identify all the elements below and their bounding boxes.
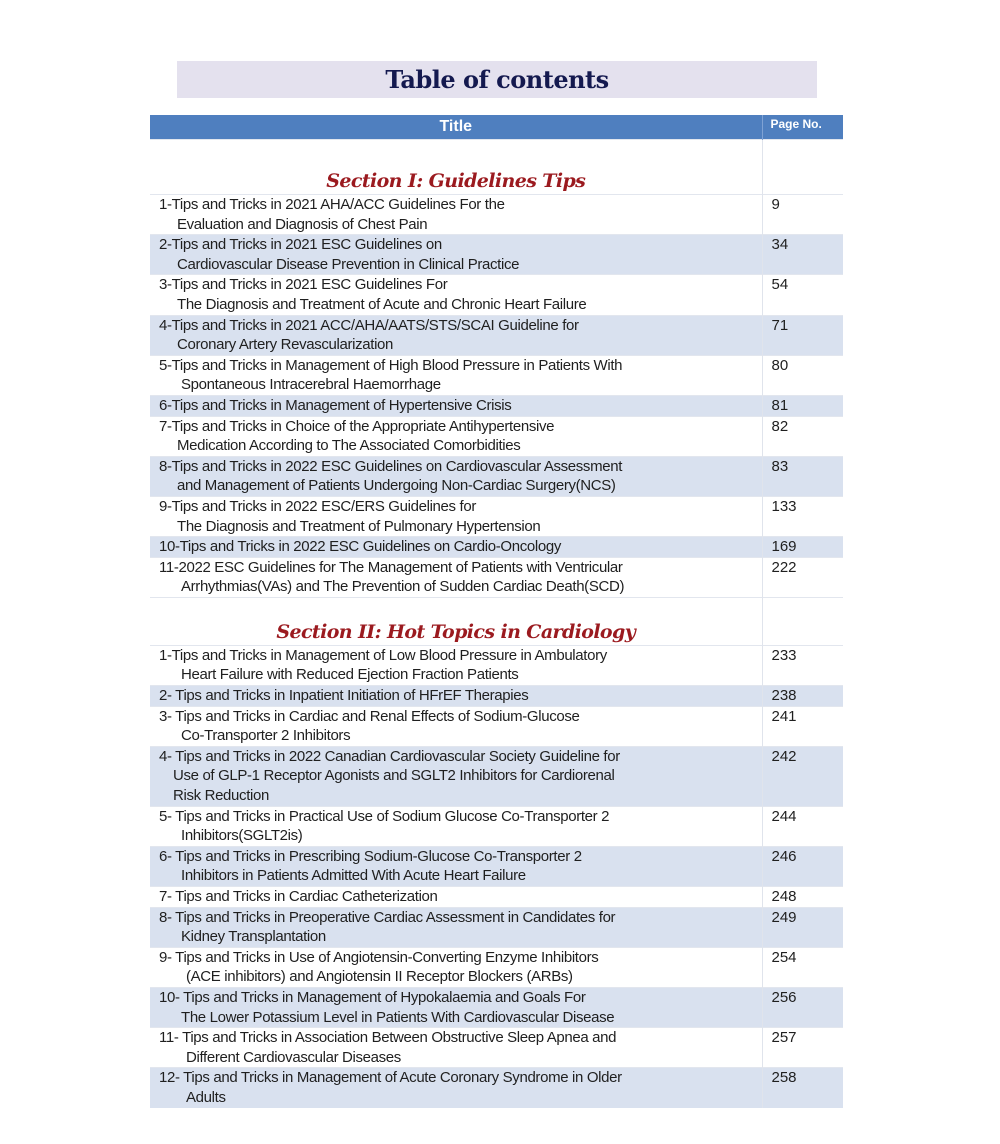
entry-title-line: 6-Tips and Tricks in Management of Hypertensive Crisis — [159, 396, 512, 414]
toc-entry-row[interactable] — [150, 395, 843, 416]
entry-page-number: 34 — [762, 235, 843, 275]
entry-page-number: 257 — [762, 1028, 843, 1068]
entry-title-line: 6- Tips and Tricks in Prescribing Sodium-Glucose Co-Transporter 2 — [159, 847, 582, 865]
entry-title-line: 11-2022 ESC Guidelines for The Management of Patients with Ventricular — [159, 558, 623, 576]
contents-table — [150, 115, 843, 1108]
toc-entry-row[interactable] — [150, 846, 843, 886]
entry-title — [150, 416, 762, 456]
entry-title-line: Coronary Artery Revascularization — [177, 336, 394, 354]
toc-entry-row[interactable] — [150, 537, 843, 558]
entry-title-line: The Diagnosis and Treatment of Pulmonary Hypertension — [177, 517, 541, 535]
entry-page-number: 258 — [762, 1068, 843, 1108]
entry-page-number: 238 — [762, 686, 843, 707]
toc-entry-row[interactable] — [150, 235, 843, 275]
entry-title-line: 8-Tips and Tricks in 2022 ESC Guidelines on Cardiovascular Assessment — [159, 457, 623, 475]
entry-title-line: The Lower Potassium Level in Patients With Cardiovascular Disease — [181, 1008, 615, 1026]
entry-title-line: 1-Tips and Tricks in 2021 AHA/ACC Guidelines For the — [159, 196, 505, 213]
column-header-title: Title — [150, 115, 762, 140]
entry-title — [150, 887, 762, 908]
entry-title-line: 7-Tips and Tricks in Choice of the Appropriate Antihypertensive — [159, 417, 555, 435]
entry-title-line: 4-Tips and Tricks in 2021 ACC/AHA/AATS/STS/SCAI Guideline for — [159, 316, 579, 334]
entry-title — [150, 456, 762, 496]
entry-title-line: Use of GLP-1 Receptor Agonists and SGLT2 Inhibitors for Cardiorenal — [173, 767, 615, 785]
toc-entry-row[interactable] — [150, 315, 843, 355]
entry-page-number: 169 — [762, 537, 843, 558]
entry-title-line: Risk Reduction — [173, 787, 269, 805]
entry-title-line: Heart Failure with Reduced Ejection Fraction Patients — [181, 666, 519, 684]
entry-title-line: Medication According to The Associated Comorbidities — [177, 437, 521, 455]
toc-entry-row[interactable] — [150, 456, 843, 496]
entry-title-line: 3-Tips and Tricks in 2021 ESC Guidelines For — [159, 276, 448, 294]
entry-title-line: 7- Tips and Tricks in Cardiac Catheterization — [159, 888, 438, 905]
toc-entry-row[interactable] — [150, 706, 843, 746]
entry-title-line: 10-Tips and Tricks in 2022 ESC Guidelines on Cardio-Oncology — [159, 538, 561, 556]
entry-title-line: 9- Tips and Tricks in Use of Angiotensin-Converting Enzyme Inhibitors — [159, 948, 599, 966]
entry-title-line: Spontaneous Intracerebral Haemorrhage — [181, 376, 441, 394]
toc-entry-row[interactable] — [150, 887, 843, 908]
toc-entry-row[interactable] — [150, 907, 843, 947]
entry-title — [150, 706, 762, 746]
entry-title — [150, 395, 762, 416]
entry-title-line: 2- Tips and Tricks in Inpatient Initiation of HFrEF Therapies — [159, 687, 529, 705]
toc-entry-row[interactable] — [150, 496, 843, 536]
column-header-page: Page No. — [762, 115, 843, 140]
entry-title-line: Kidney Transplantation — [181, 928, 326, 946]
entry-title-line: 3- Tips and Tricks in Cardiac and Renal Effects of Sodium-Glucose — [159, 707, 580, 725]
entry-title — [150, 537, 762, 558]
entry-title — [150, 1068, 762, 1108]
toc-entry-row[interactable] — [150, 1028, 843, 1068]
entry-page-number: 248 — [762, 887, 843, 908]
entry-title-line: 5- Tips and Tricks in Practical Use of Sodium Glucose Co-Transporter 2 — [159, 807, 610, 825]
entry-title-line: 9-Tips and Tricks in 2022 ESC/ERS Guidelines for — [159, 497, 476, 515]
entry-title-line: 4- Tips and Tricks in 2022 Canadian Cardiovascular Society Guideline for — [159, 747, 620, 765]
entry-title — [150, 355, 762, 395]
entry-title — [150, 947, 762, 987]
entry-page-number: 256 — [762, 987, 843, 1027]
entry-title-line: 11- Tips and Tricks in Association Between Obstructive Sleep Apnea and — [159, 1029, 617, 1047]
entry-page-number: 9 — [762, 195, 843, 235]
toc-entry-row[interactable] — [150, 686, 843, 707]
entry-title — [150, 195, 762, 235]
entry-title-line: and Management of Patients Undergoing Non-Cardiac Surgery(NCS) — [177, 477, 616, 495]
title-banner — [177, 61, 817, 98]
entry-title-line: Cardiovascular Disease Prevention in Clinical Practice — [177, 255, 520, 273]
entry-page-number: 244 — [762, 806, 843, 846]
entry-title-line: Adults — [186, 1088, 226, 1106]
toc-entry-row[interactable] — [150, 806, 843, 846]
table-header-row — [150, 115, 843, 140]
entry-title-line: Co-Transporter 2 Inhibitors — [181, 727, 351, 745]
toc-entry-row[interactable] — [150, 746, 843, 806]
entry-title-line: Inhibitors(SGLT2is) — [181, 827, 303, 845]
entry-title — [150, 907, 762, 947]
entry-page-number: 241 — [762, 706, 843, 746]
entry-title-line: Inhibitors in Patients Admitted With Acute Heart Failure — [181, 867, 526, 885]
toc-entry-row[interactable] — [150, 557, 843, 597]
entry-page-number: 222 — [762, 557, 843, 597]
entry-title — [150, 496, 762, 536]
entry-title-line: The Diagnosis and Treatment of Acute and Chronic Heart Failure — [177, 295, 587, 313]
entry-page-number: 80 — [762, 355, 843, 395]
entry-title-line: 2-Tips and Tricks in 2021 ESC Guidelines on — [159, 236, 442, 254]
entry-page-number: 83 — [762, 456, 843, 496]
entry-title-line: 10- Tips and Tricks in Management of Hypokalaemia and Goals For — [159, 988, 586, 1006]
entry-page-number: 71 — [762, 315, 843, 355]
entry-title — [150, 315, 762, 355]
entry-title — [150, 746, 762, 806]
entry-title — [150, 806, 762, 846]
section-1-heading-row — [150, 140, 843, 195]
toc-entry-row[interactable] — [150, 645, 843, 685]
toc-entry-row[interactable] — [150, 947, 843, 987]
entry-title — [150, 686, 762, 707]
entry-page-number: 81 — [762, 395, 843, 416]
entry-page-number: 133 — [762, 496, 843, 536]
toc-entry-row[interactable] — [150, 355, 843, 395]
entry-page-number: 254 — [762, 947, 843, 987]
entry-title — [150, 1028, 762, 1068]
entry-title — [150, 235, 762, 275]
entry-title — [150, 846, 762, 886]
section-1-heading: Section I: Guidelines Tips — [326, 170, 586, 193]
entry-title-line: Different Cardiovascular Diseases — [186, 1048, 401, 1066]
page-title: Table of contents — [385, 65, 609, 94]
entry-page-number: 54 — [762, 275, 843, 315]
table-body — [150, 140, 843, 1108]
entry-title — [150, 987, 762, 1027]
entry-title-line: 12- Tips and Tricks in Management of Acute Coronary Syndrome in Older — [159, 1069, 622, 1087]
toc-entry-row[interactable] — [150, 416, 843, 456]
entry-title — [150, 275, 762, 315]
entry-page-number: 246 — [762, 846, 843, 886]
toc-entry-row[interactable] — [150, 1068, 843, 1108]
entry-title — [150, 645, 762, 685]
entry-title-line: 1-Tips and Tricks in Management of Low Blood Pressure in Ambulatory — [159, 646, 607, 664]
entry-title-line: 5-Tips and Tricks in Management of High Blood Pressure in Patients With — [159, 356, 623, 374]
entry-title — [150, 557, 762, 597]
section-2-heading-row — [150, 597, 843, 645]
entry-page-number: 249 — [762, 907, 843, 947]
entry-page-number: 233 — [762, 645, 843, 685]
entry-title-line: 8- Tips and Tricks in Preoperative Cardiac Assessment in Candidates for — [159, 908, 616, 926]
entry-title-line: Arrhythmias(VAs) and The Prevention of Sudden Cardiac Death(SCD) — [181, 578, 625, 596]
entry-page-number: 242 — [762, 746, 843, 806]
toc-entry-row[interactable] — [150, 275, 843, 315]
section-2-heading: Section II: Hot Topics in Cardiology — [276, 621, 636, 644]
entry-title-line: Evaluation and Diagnosis of Chest Pain — [177, 215, 428, 233]
entry-title-line: (ACE inhibitors) and Angiotensin II Receptor Blockers (ARBs) — [186, 968, 573, 986]
toc-entry-row[interactable] — [150, 987, 843, 1027]
entry-page-number: 82 — [762, 416, 843, 456]
toc-entry-row[interactable] — [150, 195, 843, 235]
